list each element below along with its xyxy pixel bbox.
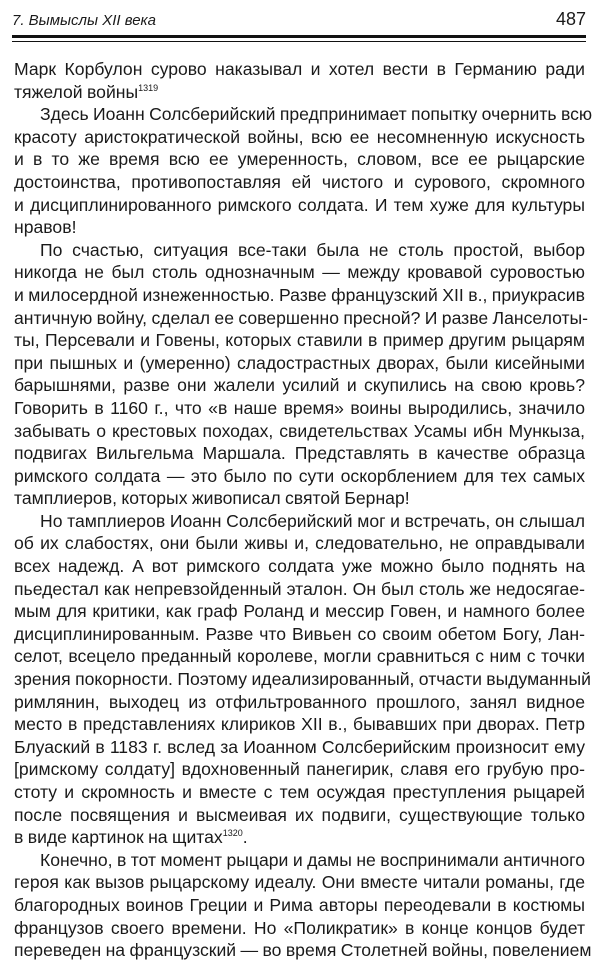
text-line	[14, 58, 585, 81]
line-text: римского солдата — это было по сути оскорблением для тех самых	[14, 465, 585, 486]
line-text: Марк Корбулон сурово наказывал и хотел вести в Германию ради	[14, 59, 585, 79]
text-line	[14, 194, 585, 217]
line-text: барышнями, разве они жалели усилий и скупились на свою кровь?	[14, 375, 585, 396]
line-text: красоту аристократической войны, всю ее несомненную искусность	[14, 126, 585, 147]
page-number: 487	[555, 9, 586, 29]
header-rule-thin	[12, 41, 586, 42]
text-line	[14, 713, 585, 736]
text-line	[14, 284, 585, 307]
line-text: подвигах Вильгельма Маршала. Представлять в качестве образца	[14, 443, 585, 464]
text-line	[14, 239, 585, 262]
text-line	[14, 645, 585, 668]
text-line	[14, 532, 585, 555]
line-text: и дисциплинированного римского солдата. И тем хуже для культуры	[14, 194, 585, 215]
page-header	[12, 8, 586, 32]
line-text: переведен на французский — во время Столетней войны, повелением	[14, 940, 592, 961]
line-text: античную войну, сделал ее совершенно пресной? И разве Ланселоты-	[14, 307, 589, 328]
text-line	[14, 758, 585, 781]
text-line	[14, 871, 585, 894]
text-line	[14, 171, 585, 194]
paragraph	[14, 103, 593, 239]
text-line	[14, 81, 585, 104]
header-rule-thick	[12, 35, 586, 38]
text-line	[14, 917, 585, 940]
line-text: никогда не был столь однозначным — между кровавой суровостью	[14, 262, 585, 283]
line-text: тяжелой войны	[14, 81, 139, 102]
text-line	[14, 442, 585, 465]
running-title: 7. Вымыслы XII века	[12, 12, 156, 29]
line-text: дисциплинированным. Разве что Вивьен со своим обетом Богу, Лан-	[14, 623, 585, 644]
line-text: всех надежд. А вот римского солдата уже можно было поднять на	[14, 556, 585, 577]
line-text: забывать о крестовых походах, свидетельствах Усамы ибн Мункыза,	[14, 420, 585, 441]
line-punctuation: .	[242, 827, 248, 848]
text-line	[14, 623, 585, 646]
line-text: достоинства, противопоставляя ей чистого и сурового, скромного	[14, 171, 585, 192]
line-text: об их слабостях, они были живы и, следовательно, не оправдывали	[14, 533, 585, 554]
text-line	[14, 510, 585, 533]
text-line	[14, 126, 585, 149]
line-text: героя как вызов рыцарскому идеалу. Они вместе читали романы, где	[14, 872, 585, 893]
text-line	[14, 329, 585, 352]
line-text: Говорить в 1160 г., что «в наше время» воины выродились, значило	[14, 397, 585, 418]
text-line	[14, 691, 585, 714]
text-line	[14, 352, 585, 375]
text-line	[14, 826, 585, 849]
line-text: Конечно, в тот момент рыцари и дамы не воспринимали античного	[40, 849, 585, 870]
line-text: По счастью, ситуация все-таки была не столь простой, выбор	[40, 239, 585, 260]
text-line	[14, 781, 585, 804]
footnote-reference[interactable]: 1320	[222, 828, 243, 839]
page-body	[14, 58, 593, 962]
text-line	[14, 578, 585, 601]
line-text: селот, всецело преданный королеве, могли сравниться с ним с точки	[14, 646, 585, 667]
line-text: после посвящения и высмеивая их подвиги, существующие только	[14, 804, 585, 825]
line-text: зрения покорности. Поэтому идеализированный, отчасти выдуманный	[14, 669, 591, 690]
text-line	[14, 465, 585, 488]
text-line	[14, 849, 585, 872]
line-text: при пышных и (умеренно) сладострастных дворах, были кисейными	[14, 352, 585, 373]
line-text: мым для критики, как граф Роланд и мессир Говен, и намного более	[14, 601, 585, 622]
line-text: Блуаский в 1183 г. вслед за Иоанном Солсберийским произносит ему	[14, 736, 585, 757]
text-line	[14, 555, 585, 578]
text-line	[14, 374, 585, 397]
text-line	[14, 307, 589, 330]
line-text: и в то же время всю ее умеренность, словом, все ее рыцарские	[14, 149, 585, 170]
text-line	[14, 397, 585, 420]
line-text: и милосердной изнеженностью. Разве французский XII в., приукрасив	[14, 284, 585, 305]
text-line	[14, 420, 585, 443]
line-text: французов своего времени. Но «Поликратик» в конце концов будет	[14, 917, 585, 938]
line-text: Здесь Иоанн Солсберийский предпринимает попытку очернить всю	[40, 104, 593, 125]
line-text: нравов!	[14, 217, 77, 238]
line-text: благородных воинов Греции и Рима авторы переодевали в костюмы	[14, 894, 585, 915]
line-text: римлянин, выходец из отфильтрованного прошлого, занял видное	[14, 691, 585, 712]
footnote-reference[interactable]: 1319	[138, 82, 159, 93]
paragraph	[14, 239, 589, 510]
text-line	[14, 894, 585, 917]
paragraph	[14, 510, 591, 849]
text-line	[14, 261, 585, 284]
text-line	[14, 668, 591, 691]
line-text: в виде картинок на щитах	[14, 827, 223, 848]
text-line	[14, 148, 585, 171]
line-text: пьедестал как непревзойденный эталон. Он был столь же недосягае-	[14, 578, 585, 599]
text-line	[14, 103, 593, 126]
text-line	[14, 939, 592, 962]
line-text: тамплиеров, которых живописал святой Бернар!	[14, 488, 410, 509]
line-text: место в представлениях клириков XII в., бывавших при дворах. Петр	[14, 714, 585, 735]
line-text: ты, Персевали и Говены, которых ставили в пример другим рыцарям	[14, 330, 585, 351]
text-line	[14, 736, 585, 759]
line-text: [римскому солдату] вдохновенный панегирик, славя его грубую про-	[14, 759, 585, 780]
line-text: стоту и скромность и вместе с тем осуждая преступления рыцарей	[14, 782, 585, 802]
line-text: Но тамплиеров Иоанн Солсберийский мог и встречать, он слышал	[40, 510, 585, 531]
paragraph	[14, 58, 585, 103]
paragraph	[14, 849, 592, 962]
text-line	[14, 600, 585, 623]
text-line	[14, 216, 585, 239]
text-line	[14, 487, 585, 510]
text-line	[14, 804, 585, 827]
